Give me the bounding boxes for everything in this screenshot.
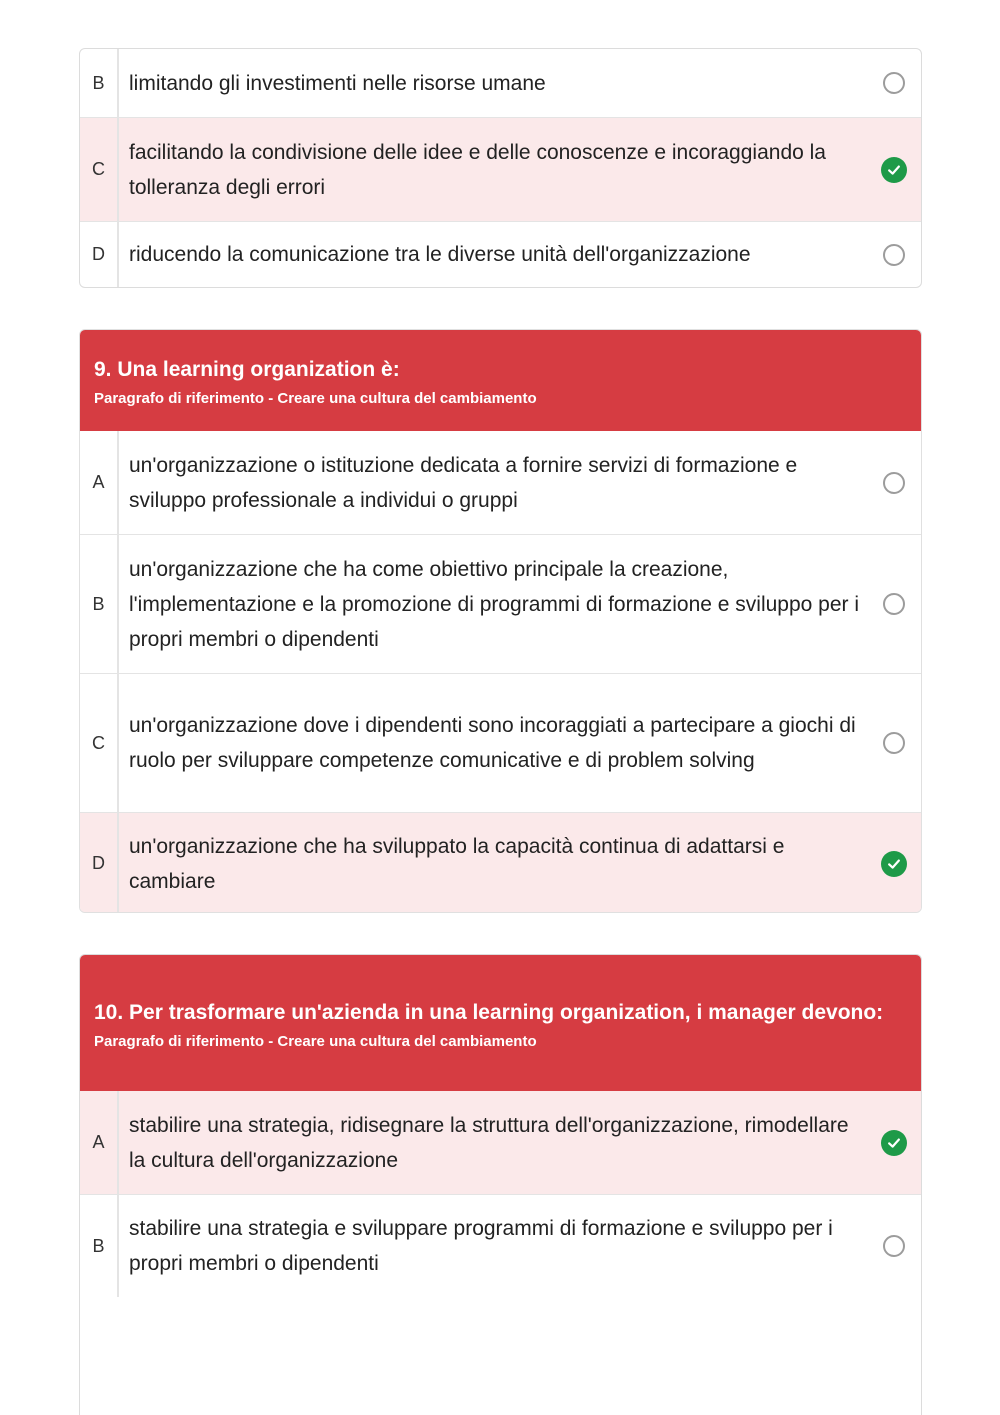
option-text: stabilire una strategia, ridisegnare la struttura dell'organizzazione, rimodellare la cultura dell'organizzazione xyxy=(129,1113,849,1172)
check-circle-icon xyxy=(881,1130,907,1156)
option-row-correct[interactable] xyxy=(80,117,921,221)
question-card-9 xyxy=(79,329,922,913)
option-letter: C xyxy=(80,674,119,812)
question-card-10 xyxy=(79,954,922,1415)
radio-empty-icon[interactable] xyxy=(883,472,905,494)
question-header xyxy=(80,330,921,431)
option-text: limitando gli investimenti nelle risorse umane xyxy=(129,71,546,95)
option-letter: A xyxy=(80,1091,119,1194)
radio-empty-icon[interactable] xyxy=(883,72,905,94)
option-text: riducendo la comunicazione tra le diverse unità dell'organizzazione xyxy=(129,243,751,266)
option-row[interactable] xyxy=(80,534,921,673)
radio-empty-icon[interactable] xyxy=(883,1235,905,1257)
option-letter: A xyxy=(80,431,119,534)
option-text: un'organizzazione dove i dipendenti sono incoraggiati a partecipare a giochi di ruolo per sviluppare competenze comunicative e di problem solving xyxy=(129,714,856,772)
question-header xyxy=(80,955,921,1091)
option-letter: D xyxy=(80,222,119,287)
check-circle-icon xyxy=(881,851,907,877)
option-text: un'organizzazione che ha come obiettivo principale la creazione, l'implementazione e la promozione di programmi di formazione e sviluppo per i propri membri o dipendenti xyxy=(129,557,860,651)
option-letter: B xyxy=(80,1195,119,1297)
option-row-correct[interactable] xyxy=(80,812,921,913)
option-letter: D xyxy=(80,813,119,913)
question-reference: Paragrafo di riferimento - Creare una cultura del cambiamento xyxy=(94,1032,537,1050)
option-row[interactable] xyxy=(80,673,921,812)
option-row[interactable] xyxy=(80,49,921,117)
option-text: un'organizzazione o istituzione dedicata a fornire servizi di formazione e sviluppo professionale a individui o gruppi xyxy=(129,453,798,512)
question-title: 9. Una learning organization è: xyxy=(94,358,400,381)
question-reference: Paragrafo di riferimento - Creare una cultura del cambiamento xyxy=(94,390,537,407)
check-circle-icon xyxy=(881,157,907,183)
option-text: stabilire una strategia e sviluppare programmi di formazione e sviluppo per i propri membri o dipendenti xyxy=(129,1217,833,1275)
option-letter: C xyxy=(80,118,119,221)
radio-empty-icon[interactable] xyxy=(883,593,905,615)
option-letter: B xyxy=(80,49,119,117)
radio-empty-icon[interactable] xyxy=(883,732,905,754)
question-title: 10. Per trasformare un'azienda in una learning organization, i manager devono: xyxy=(94,1000,884,1024)
option-text: un'organizzazione che ha sviluppato la capacità continua di adattarsi e cambiare xyxy=(129,834,785,893)
option-row[interactable] xyxy=(80,431,921,534)
option-text: facilitando la condivisione delle idee e delle conoscenze e incoraggiando la tolleranza degli errori xyxy=(129,140,826,199)
question-card-8 xyxy=(79,48,922,288)
radio-empty-icon[interactable] xyxy=(883,244,905,266)
option-row[interactable] xyxy=(80,221,921,287)
option-row[interactable] xyxy=(80,1194,921,1297)
option-row-correct[interactable] xyxy=(80,1091,921,1194)
option-letter: B xyxy=(80,535,119,673)
